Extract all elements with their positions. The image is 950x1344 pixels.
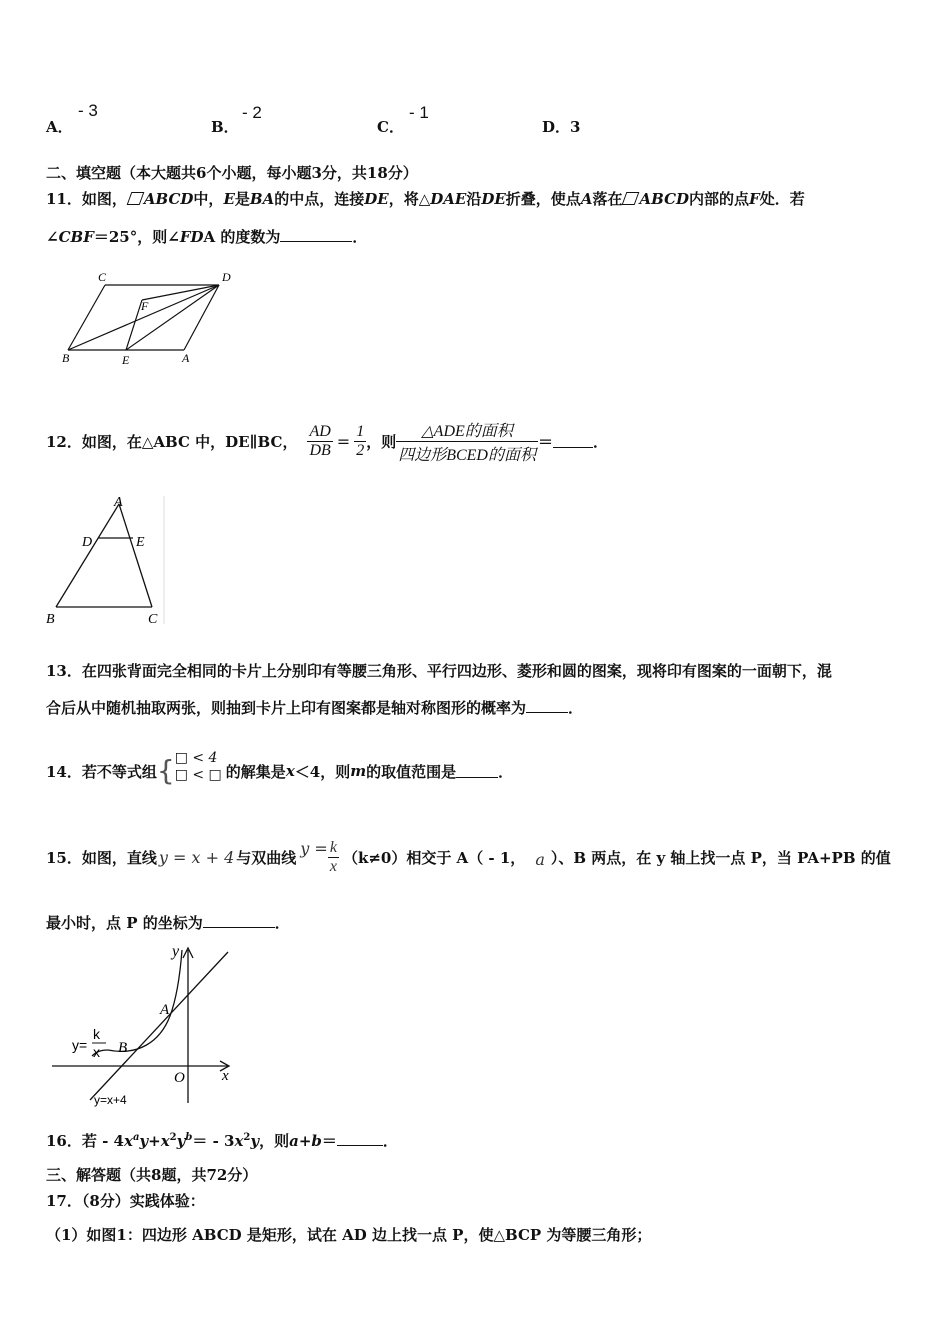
fig15-point-b-label: B bbox=[118, 1040, 128, 1056]
q14-line: 14．若不等式组 { □ < 4 □ < □ 的解集是 x ＜4，则 m 的取值范围是 ． bbox=[46, 750, 514, 787]
section3-title: 三、解答题（共8题，共72分） bbox=[46, 1166, 258, 1184]
fig12-label-e: E bbox=[136, 535, 145, 550]
fig12-label-b: B bbox=[46, 612, 55, 627]
q15-answer-blank[interactable] bbox=[203, 915, 275, 928]
brace-icon: { bbox=[156, 754, 175, 787]
q16-answer-blank[interactable] bbox=[337, 1133, 383, 1146]
fig15-origin-label: O bbox=[174, 1070, 185, 1086]
fig15-point-a-label: A bbox=[160, 1002, 170, 1018]
fig15-hyperbola-label-y: y= bbox=[72, 1037, 88, 1053]
fig15-x-axis-label: x bbox=[222, 1068, 229, 1084]
choice-d: D．3 bbox=[542, 118, 581, 136]
fig11-label-b: B bbox=[62, 351, 70, 365]
fig15-hyperbola-label-x: x bbox=[93, 1044, 100, 1060]
fig15-hyperbola-label-k: k bbox=[93, 1026, 100, 1042]
q12-ratio-ad-db: $\frac{AD}{DB}$ bbox=[309, 423, 331, 459]
q14-inequality-system: { □ < 4 □ < □ bbox=[156, 750, 222, 787]
q13-line2: 合后从中随机抽取两张，则抽到卡片上印有图案都是轴对称图形的概率为 ． bbox=[46, 699, 584, 717]
q11-line1: 11．如图， ABCD中，E是BA的中点，连接DE，将△DAE沿DE折叠，使点A落在 ABCD内部的点F处．若 bbox=[46, 190, 805, 208]
choice-c-label: C． bbox=[377, 118, 404, 136]
q12-line: 12．如图，在△ABC 中，DE∥BC， $\frac{AD}{DB}$ = $\frac{1}{2}$ ，则 $\frac{\text{△ADE的面积}}{\text{四边形BCED的面积}}$ ＝ ． bbox=[46, 418, 608, 465]
choice-b-label: B． bbox=[211, 118, 239, 136]
q13-line1: 13．在四张背面完全相同的卡片上分别印有等腰三角形、平行四边形、菱形和圆的图案，现将印有图案的一面朝下，混 bbox=[46, 662, 832, 680]
parallelogram-icon bbox=[622, 192, 640, 205]
q12-answer-blank[interactable] bbox=[553, 435, 593, 448]
q16-line: 16．若 - $4x^ay+x^2y^b= - 3x^2y$，则a+b＝ ． bbox=[46, 1132, 398, 1150]
choice-b-value: - 2 bbox=[242, 103, 262, 122]
fig11-label-e: E bbox=[122, 353, 130, 367]
q15-hyperbola-fraction: $\frac{k}{x}$ bbox=[329, 838, 337, 875]
q17-title: 17．（8分）实践体验： bbox=[46, 1192, 205, 1210]
q11-parallelogram-figure bbox=[58, 266, 238, 370]
fig12-label-d: D bbox=[82, 535, 93, 550]
q15-graph-figure bbox=[48, 938, 248, 1108]
choice-a-value: - 3 bbox=[78, 101, 98, 120]
parallelogram-icon bbox=[127, 192, 145, 205]
fig11-label-a: A bbox=[182, 351, 190, 365]
section2-title: 二、填空题（本大题共6个小题，每小题3分，共18分） bbox=[46, 164, 418, 182]
fig12-label-a: A bbox=[114, 495, 123, 510]
q13-answer-blank[interactable] bbox=[526, 700, 568, 713]
q15-line1: 15．如图，直线 y = x + 4 与双曲线 y = $\frac{k}{x}$ （k≠0）相交于 A（ - 1， a ）、B 两点，在 y 轴上找一点 P，当 PA+PB 的值 bbox=[46, 838, 891, 875]
choice-c-value: - 1 bbox=[409, 103, 429, 122]
fig12-label-c: C bbox=[148, 612, 158, 627]
q12-triangle-figure bbox=[44, 494, 168, 628]
fig11-label-c: C bbox=[98, 270, 107, 284]
q12-area-ratio: $\frac{\text{△ADE的面积}}{\text{四边形BCED的面积}}$ bbox=[398, 423, 536, 464]
q17-part1: （1）如图1：四边形 ABCD 是矩形，试在 AD 边上找一点 P，使△BCP 为等腰三角形； bbox=[46, 1226, 652, 1244]
fig11-label-f: F bbox=[141, 299, 149, 313]
q11-line2: ∠CBF＝25°，则∠FDA 的度数为 ． bbox=[46, 228, 368, 246]
q14-answer-blank[interactable] bbox=[456, 765, 498, 778]
fig15-y-axis-label: y bbox=[172, 943, 180, 960]
q11-answer-blank[interactable] bbox=[280, 229, 352, 242]
fig15-line-label: y=x+4 bbox=[94, 1093, 127, 1107]
q12-ratio-half: $\frac{1}{2}$ bbox=[356, 423, 365, 459]
q15-line2: 最小时，点 P 的坐标为 ． bbox=[46, 914, 290, 932]
choice-a-label: A． bbox=[46, 118, 73, 136]
fig11-label-d: D bbox=[222, 270, 231, 284]
